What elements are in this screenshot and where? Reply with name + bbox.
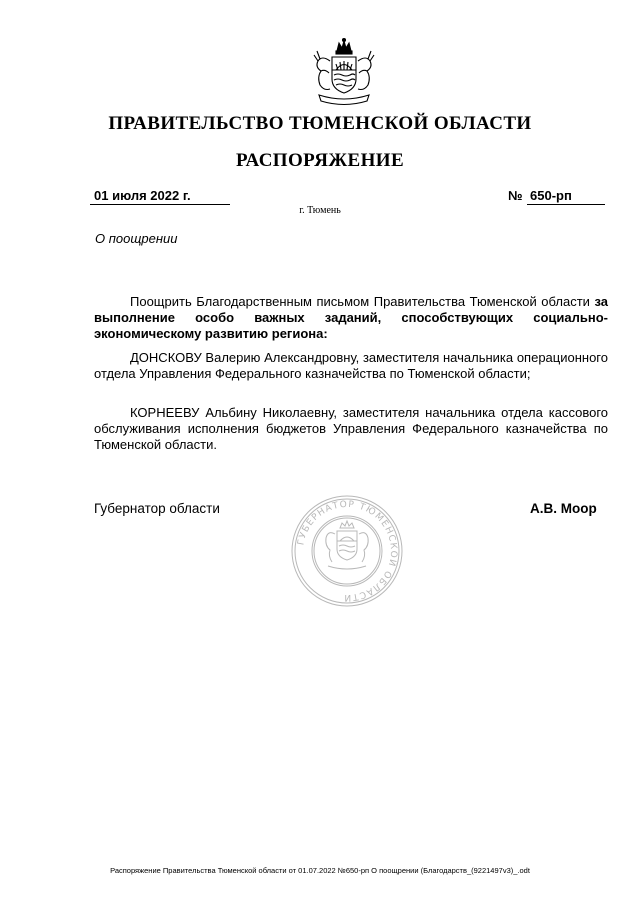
subject-line: О поощрении bbox=[95, 231, 178, 246]
date-field: 01 июля 2022 г. bbox=[94, 188, 191, 203]
city-label: г. Тюмень bbox=[299, 205, 341, 216]
seal-text: ГУБЕРНАТОР ТЮМЕНСКОЙ ОБЛАСТИ bbox=[296, 499, 399, 603]
number-field: 650-рп bbox=[530, 188, 572, 203]
paragraph-intro bbox=[94, 294, 608, 342]
paragraph-recipient-1: ДОНСКОВУ Валерию Александровну, заместителя начальника операционного отдела Управления Федерального казначейства по Тюменской области; bbox=[94, 350, 608, 381]
file-footer: Распоряжение Правительства Тюменской области от 01.07.2022 №650-рп О поощрении (Благодарств_(9221497v3)_.odt bbox=[110, 866, 530, 875]
paragraph-intro-normal: Поощрить Благодарственным письмом Правительства Тюменской области bbox=[130, 294, 595, 309]
government-title: ПРАВИТЕЛЬСТВО ТЮМЕНСКОЙ ОБЛАСТИ bbox=[108, 113, 532, 134]
document-type: РАСПОРЯЖЕНИЕ bbox=[235, 150, 405, 171]
signer-name: А.В. Моор bbox=[530, 501, 597, 516]
paragraph-recipient-2: КОРНЕЕВУ Альбину Николаевну, заместителя начальника отдела кассового обслуживания исполнения бюджетов Управления Федерального казначейства по Тюменской области. bbox=[94, 405, 608, 452]
number-sign: № bbox=[508, 188, 523, 203]
signer-title: Губернатор области bbox=[94, 501, 220, 516]
paragraph-intro-bold: за выполнение особо важных заданий, способствующих социально-экономическому развитию региона: bbox=[94, 294, 608, 341]
seal-icon bbox=[290, 494, 404, 608]
coat-of-arms-icon bbox=[305, 37, 383, 109]
